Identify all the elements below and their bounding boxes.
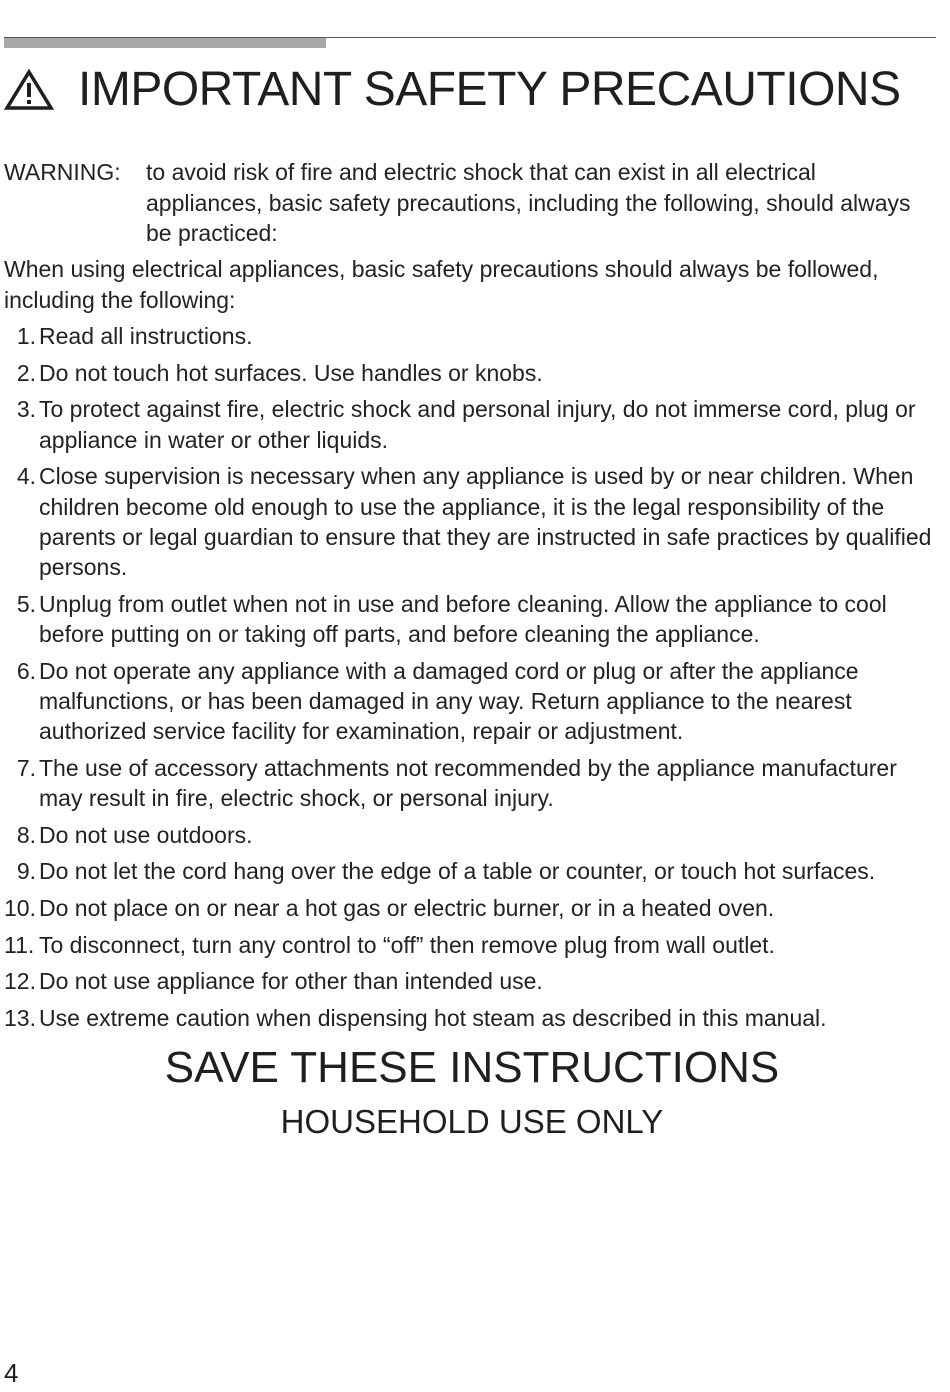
list-item [4,656,940,747]
intro-paragraph: When using electrical appliances, basic safety precautions should always be followed, including the following: [4,256,879,313]
precautions-list [4,321,940,1040]
list-item-number: 3. [16,396,36,423]
household-use-heading: HOUSEHOLD USE ONLY [280,1103,664,1140]
list-item [4,394,940,454]
list-item-text: Do not operate any appliance with a damaged cord or plug or after the appliance malfunctions, or has been damaged in any way. Return appliance to the nearest authorized service facility for examination, repair or adjustment. [39,657,859,744]
list-item-number: 6. [16,657,36,684]
list-item-text: Unplug from outlet when not in use and before cleaning. Allow the appliance to cool before putting on or taking off parts, and before cleaning the appliance. [39,590,887,647]
warning-block [4,157,934,249]
warning-triangle-icon [4,69,54,111]
warning-text: to avoid risk of fire and electric shock that can exist in all electrical appliances, basic safety precautions, including the following, should always be practiced: [146,159,911,246]
list-item-number: 2. [16,359,36,386]
list-item [4,893,940,923]
list-item [4,820,940,850]
list-item-text: Do not use appliance for other than intended use. [39,968,543,995]
list-item-number: 12. [4,968,36,995]
list-item [4,321,940,351]
list-item-number: 10. [4,894,36,921]
warning-label: WARNING: [4,159,121,185]
list-item-text: The use of accessory attachments not recommended by the appliance manufacturer may result in fire, electric shock, or personal injury. [39,754,897,811]
list-item-text: To protect against fire, electric shock and personal injury, do not immerse cord, plug or appliance in water or other liquids. [39,396,916,453]
list-item [4,966,940,996]
list-item-number: 13. [4,1005,36,1032]
page-title-text: IMPORTANT SAFETY PRECAUTIONS [78,63,901,116]
list-item-number: 11. [4,931,35,958]
list-item-text: Do not touch hot surfaces. Use handles or knobs. [39,359,543,386]
list-item-number: 9. [16,858,36,885]
list-item [4,358,940,388]
list-item [4,753,940,813]
list-item-text: Use extreme caution when dispensing hot steam as described in this manual. [39,1005,827,1032]
list-item-number: 1. [16,323,36,349]
list-item-text: Do not let the cord hang over the edge of a table or counter, or touch hot surfaces. [39,858,876,885]
list-item-number: 5. [16,590,36,617]
page-title [4,60,901,120]
list-item [4,856,940,886]
save-instructions-heading: SAVE THESE INSTRUCTIONS [164,1043,780,1092]
top-rule-accent [4,38,326,48]
list-item-number: 7. [16,754,36,781]
list-item [4,930,940,960]
list-item-text: Do not use outdoors. [39,821,253,848]
list-item-text: Read all instructions. [39,323,253,349]
list-item-text: Do not place on or near a hot gas or electric burner, or in a heated oven. [39,894,775,921]
list-item-text: To disconnect, turn any control to “off” then remove plug from wall outlet. [39,931,775,958]
list-item-number: 4. [16,463,36,490]
list-item [4,461,940,582]
page-number: 4 [4,1358,19,1388]
list-item [4,1003,940,1033]
list-item-text: Close supervision is necessary when any appliance is used by or near children. When children become old enough to use the appliance, it is the legal responsibility of the parents or legal guardian to ensure that they are instructed in safe practices by qualified persons. [39,463,932,580]
list-item-number: 8. [16,821,36,848]
list-item [4,589,940,649]
